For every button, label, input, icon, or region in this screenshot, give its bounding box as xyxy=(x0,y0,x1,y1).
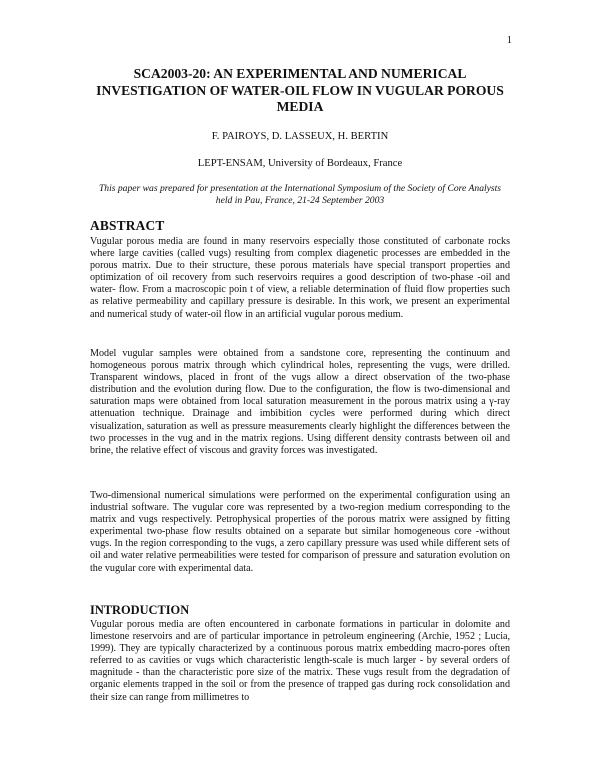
introduction-paragraph-1: Vugular porous media are often encountered in carbonate formations in particular in dolomite and limestone reservoirs and are of particular importance in petroleum engineering (Archie, 1952 ; Lucia, 1999). They are typically characterized by a continuous porous matrix embedding macro-pores often referred to as cavities or vugs which characteristic length-scale is much larger - by several orders of magnitude - than the characteristic pore size of the matrix. These vugs result from the degradation of organic elements trapped in the soil or from the presence of trapped gas during rock consolidation and their size can range from millimetres to xyxy=(90,619,510,703)
affiliation: LEPT-ENSAM, University of Bordeaux, France xyxy=(197,158,403,169)
abstract-paragraph-2: Model vugular samples were obtained from a sandstone core, representing the continuum and homogeneous porous matrix through which cylindrical holes, representing the vugs, were drilled. Transparent windows, placed in front of the vugs allow a direct observation of the two-phase distribution and the evolution during flow. Due to the configuration, the flow is two-dimensional and saturation maps were obtained from local saturation measurement in the porous matrix using a γ-ray attenuation technique. Drainage and imbibition cycles were performed during which direct visualization, saturation as well as pressure measurements clearly highlight the differences between the two processes in the vug and in the matrix regions. Using different density contrasts between oil and brine, the relative effect of viscous and gravity forces was investigated. xyxy=(90,348,510,456)
abstract-heading: ABSTRACT xyxy=(90,218,165,233)
paper-title: SCA2003-20: AN EXPERIMENTAL AND NUMERICAL INVESTIGATION OF WATER-OIL FLOW IN VUGULAR POROUS MEDIA xyxy=(96,66,504,114)
page-number: 1 xyxy=(506,35,512,46)
author-list: F. PAIROYS, D. LASSEUX, H. BERTIN xyxy=(211,131,389,142)
abstract-paragraph-3: Two-dimensional numerical simulations were performed on the experimental configuration using an industrial software. The vugular core was represented by a two-region medium corresponding to the matrix and vugs respectively. Petrophysical properties of the porous matrix were assigned by fitting experimental two-phase flow results obtained on a separate but similar homogeneous core -without vugs. In the region corresponding to the vugs, a zero capillary pressure was used while different sets of oil and water relative permeabilities were tested for comparison of pressure and saturation evolution on the vugular core with experimental data. xyxy=(90,490,510,574)
abstract-paragraph-1: Vugular porous media are found in many reservoirs especially those constituted of carbonate rocks where large cavities (called vugs) resulting from complex diagenetic processes are embedded in the porous matrix. Due to their structure, these porous materials have special transport properties and optimization of oil recovery from such reservoirs requires a good description of two-phase -oil and water- flow. From a macroscopic poin t of view, a reliable determination of fluid flow properties such as relative permeability and capillary pressure is desirable. In this work, we present an experimental and numerical study of water-oil flow in an artificial vugular porous medium. xyxy=(90,236,510,320)
presentation-note: This paper was prepared for presentation at the International Symposium of the Society of Core Analysts held in Pau, France, 21-24 September 2003 xyxy=(98,183,502,206)
introduction-heading: INTRODUCTION xyxy=(90,603,190,617)
